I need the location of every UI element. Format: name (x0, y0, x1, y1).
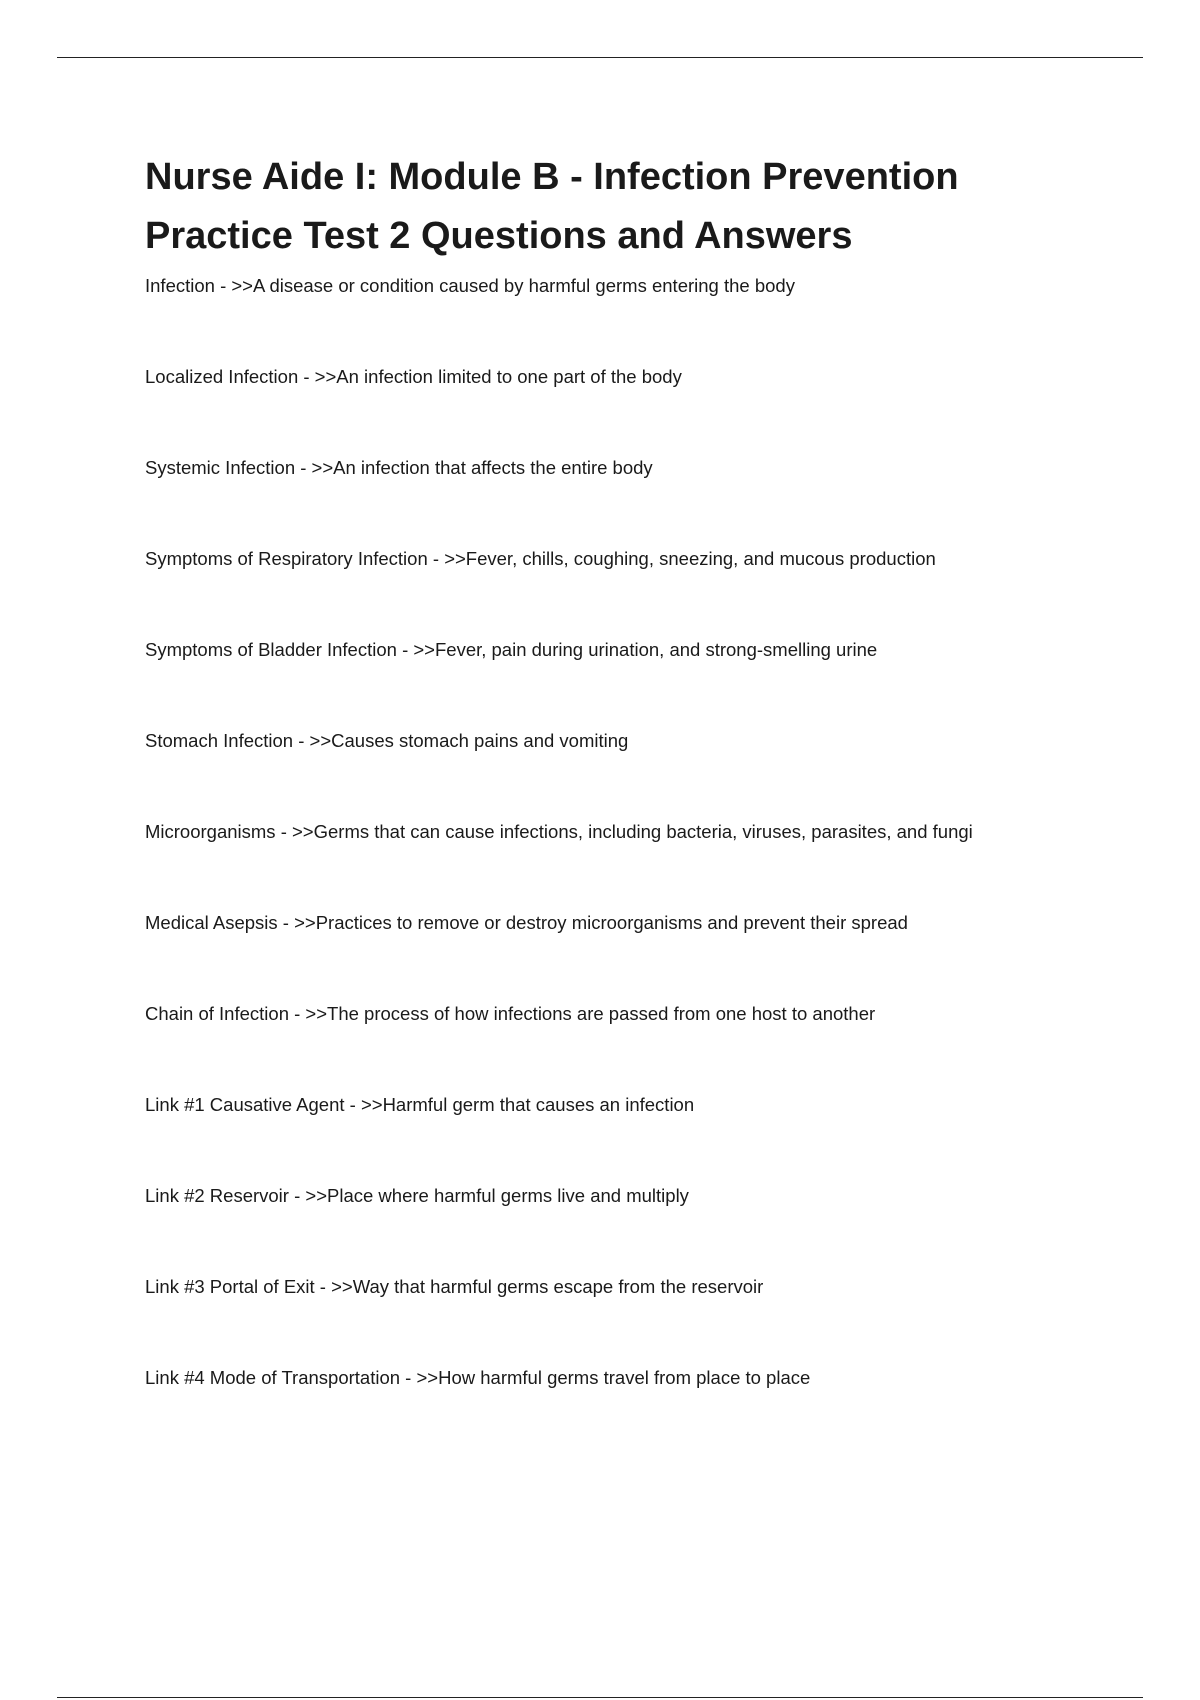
qa-item: Symptoms of Respiratory Infection - >>Fever, chills, coughing, sneezing, and mucous production (145, 548, 936, 569)
document-title (145, 148, 1105, 266)
document-body (145, 148, 1105, 1457)
footer-rule (57, 1697, 1143, 1698)
qa-list (145, 274, 1105, 1457)
title-line-1: Nurse Aide I: Module B - Infection Prevention (145, 156, 959, 198)
qa-item: Infection - >>A disease or condition caused by harmful germs entering the body (145, 275, 795, 296)
qa-item: Symptoms of Bladder Infection - >>Fever, pain during urination, and strong-smelling urine (145, 639, 878, 660)
qa-item: Link #2 Reservoir - >>Place where harmful germs live and multiply (145, 1185, 689, 1206)
qa-item: Systemic Infection - >>An infection that affects the entire body (145, 457, 653, 478)
qa-item: Stomach Infection - >>Causes stomach pains and vomiting (145, 730, 629, 751)
qa-item: Microorganisms - >>Germs that can cause infections, including bacteria, viruses, parasites, and fungi (145, 821, 973, 842)
qa-item: Localized Infection - >>An infection limited to one part of the body (145, 366, 682, 387)
qa-item: Medical Asepsis - >>Practices to remove or destroy microorganisms and prevent their spread (145, 912, 908, 933)
header-rule (57, 57, 1143, 58)
qa-item: Link #4 Mode of Transportation - >>How harmful germs travel from place to place (145, 1367, 811, 1388)
qa-item: Chain of Infection - >>The process of how infections are passed from one host to another (145, 1003, 876, 1024)
qa-item: Link #3 Portal of Exit - >>Way that harmful germs escape from the reservoir (145, 1276, 764, 1297)
qa-item: Link #1 Causative Agent - >>Harmful germ that causes an infection (145, 1094, 695, 1115)
title-line-2: Practice Test 2 Questions and Answers (145, 215, 853, 257)
